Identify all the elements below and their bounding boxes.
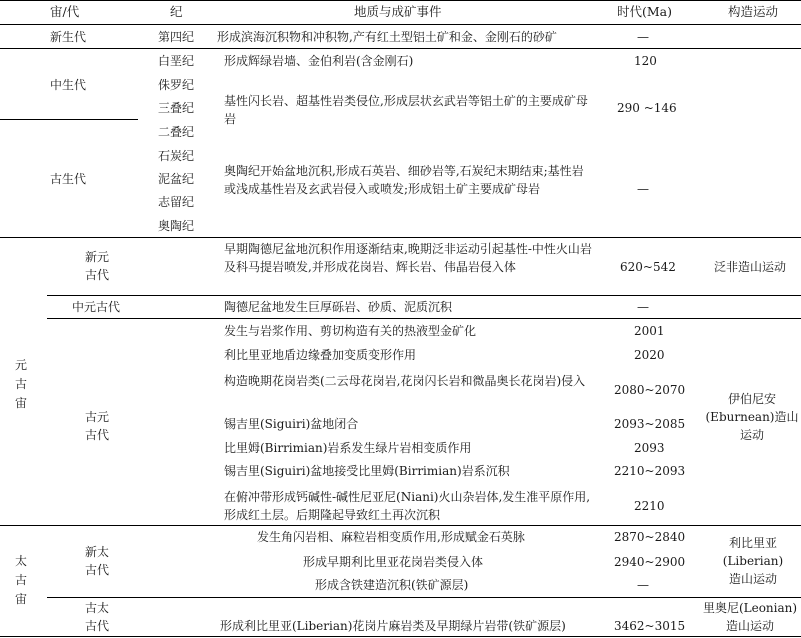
- mesoproterozoic-era: 中元古代: [72, 300, 121, 314]
- period-devonian: 泥盆纪: [158, 172, 195, 186]
- paleozoic-age: —: [637, 182, 649, 196]
- neoproterozoic-event: 早期陶德尼盆地沉积作用逐渐结束,晚期泛非运动引起基性-中性火山岩及科马提岩喷发,并形成花岗岩、辉长岩、伟晶岩侵入体: [224, 242, 592, 274]
- neoarchean-age-1: 2870~2840: [614, 530, 686, 544]
- archean-eon: 太古宙: [14, 554, 27, 606]
- mesozoic-rule: [0, 119, 138, 120]
- paleoproterozoic-event-1: 发生与岩浆作用、剪切构造有关的热液型金矿化: [224, 324, 477, 338]
- period-cretaceous: 白垩纪: [158, 54, 195, 68]
- paleoproterozoic-age-6: 2210~2093: [614, 464, 686, 478]
- table-bottom-rule: [0, 636, 801, 637]
- paleoproterozoic-event-4: 锡吉里(Siguiri)盆地闭合: [224, 417, 359, 431]
- neoarchean-age-3: —: [637, 578, 649, 592]
- paleoproterozoic-event-7: 在俯冲带形成钙碱性-碱性尼亚尼(Niani)火山杂岩体,发生准平原作用,形成红土层。后期隆起导致红土再次沉积: [224, 490, 591, 522]
- header-tectonic: 构造运动: [728, 4, 779, 19]
- cenozoic-age: —: [637, 30, 649, 44]
- neoarchean-tectonic: 利比里亚(Liberian)造山运动: [722, 536, 784, 586]
- paleoarchean-age: 3462~3015: [614, 619, 686, 633]
- paleoproterozoic-age-2: 2020: [634, 348, 665, 362]
- header-period: 纪: [170, 4, 183, 19]
- paleoproterozoic-event-5: 比里姆(Birrimian)岩系发生绿片岩相变质作用: [224, 441, 472, 455]
- paleozoic-event: 奥陶纪开始盆地沉积,形成石英岩、细砂岩等,石炭纪末期结束;基性岩或浅成基性岩及玄武岩侵入或喷发;形成铝土矿主要成矿母岩: [224, 164, 584, 196]
- paleoarchean-event: 形成利比里亚(Liberian)花岗片麻岩类及早期绿片岩带(铁矿源层): [220, 619, 566, 633]
- table-top-rule: [0, 0, 801, 1]
- mesoproterozoic-event: 陶德尼盆地发生巨厚砾岩、砂质、泥质沉积: [224, 300, 453, 314]
- header-events: 地质与成矿事件: [354, 4, 442, 19]
- neoproterozoic-rule: [47, 295, 801, 296]
- paleoproterozoic-age-3: 2080~2070: [614, 383, 686, 397]
- mesoproterozoic-age: —: [637, 300, 649, 314]
- mesoproterozoic-rule: [47, 318, 801, 319]
- mesozoic-age-2: 290 ~146: [617, 101, 677, 115]
- paleoproterozoic-age-1: 2001: [634, 324, 665, 338]
- paleoarchean-era: 古太古代: [84, 601, 109, 633]
- mesozoic-age-1: 120: [634, 54, 657, 68]
- paleoproterozoic-event-6: 锡吉里(Siguiri)盆地接受比里姆(Birrimian)岩系沉积: [224, 464, 510, 478]
- paleozoic-era: 古生代: [50, 172, 87, 186]
- neoarchean-event-1: 发生角闪岩相、麻粒岩相变质作用,形成赋金石英脉: [257, 530, 525, 544]
- cenozoic-period: 第四纪: [158, 30, 195, 44]
- period-silurian: 志留纪: [158, 195, 195, 209]
- neoproterozoic-age: 620~542: [620, 260, 676, 274]
- paleoproterozoic-event-3: 构造晚期花岗岩类(二云母花岗岩,花岗闪长岩和微晶奥长花岗岩)侵入: [224, 374, 586, 388]
- neoarchean-event-2: 形成早期利比里亚花岗岩类侵入体: [303, 555, 484, 569]
- paleoproterozoic-event-2: 利比里亚地盾边缘叠加变质变形作用: [224, 348, 417, 362]
- neoarchean-rule: [47, 597, 801, 598]
- cenozoic-rule: [0, 48, 801, 49]
- mesozoic-era: 中生代: [50, 78, 87, 92]
- neoproterozoic-era: 新元古代: [84, 250, 109, 282]
- period-triassic: 三叠纪: [158, 101, 195, 115]
- period-ordovician: 奥陶纪: [158, 219, 195, 233]
- paleoproterozoic-tectonic: 伊伯尼安(Eburnean)造山运动: [705, 392, 799, 442]
- neoarchean-era: 新太古代: [84, 545, 109, 577]
- mesozoic-event-2: 基性闪长岩、超基性岩类侵位,形成层状玄武岩等铝土矿的主要成矿母岩: [224, 94, 588, 126]
- period-permian: 二叠纪: [158, 125, 195, 139]
- neoproterozoic-tectonic: 泛非造山运动: [714, 260, 787, 274]
- header-age: 时代(Ma): [617, 4, 673, 19]
- period-jurassic: 侏罗纪: [158, 78, 195, 92]
- header-eon-era: 宙/代: [50, 4, 80, 19]
- mesozoic-event-1: 形成辉绿岩墙、金伯利岩(含金刚石): [224, 54, 414, 68]
- proterozoic-rule: [0, 237, 801, 238]
- neoarchean-age-2: 2940~2900: [614, 555, 686, 569]
- header-rule: [0, 24, 801, 25]
- paleoarchean-tectonic: 里奥尼(Leonian)造山运动: [702, 601, 798, 633]
- archean-rule: [0, 525, 801, 526]
- cenozoic-event: 形成滨海沉积物和冲积物,产有红土型铝土矿和金、金刚石的砂矿: [217, 30, 557, 44]
- proterozoic-eon: 元古宙: [14, 358, 27, 410]
- paleoproterozoic-era: 古元古代: [84, 410, 109, 442]
- cenozoic-era: 新生代: [50, 30, 87, 44]
- period-carboniferous: 石炭纪: [158, 149, 195, 163]
- paleoproterozoic-age-7: 2210: [634, 499, 665, 513]
- paleoproterozoic-age-5: 2093: [634, 441, 665, 455]
- paleoproterozoic-age-4: 2093~2085: [614, 417, 686, 431]
- neoarchean-event-3: 形成含铁建造沉积(铁矿源层): [315, 578, 469, 592]
